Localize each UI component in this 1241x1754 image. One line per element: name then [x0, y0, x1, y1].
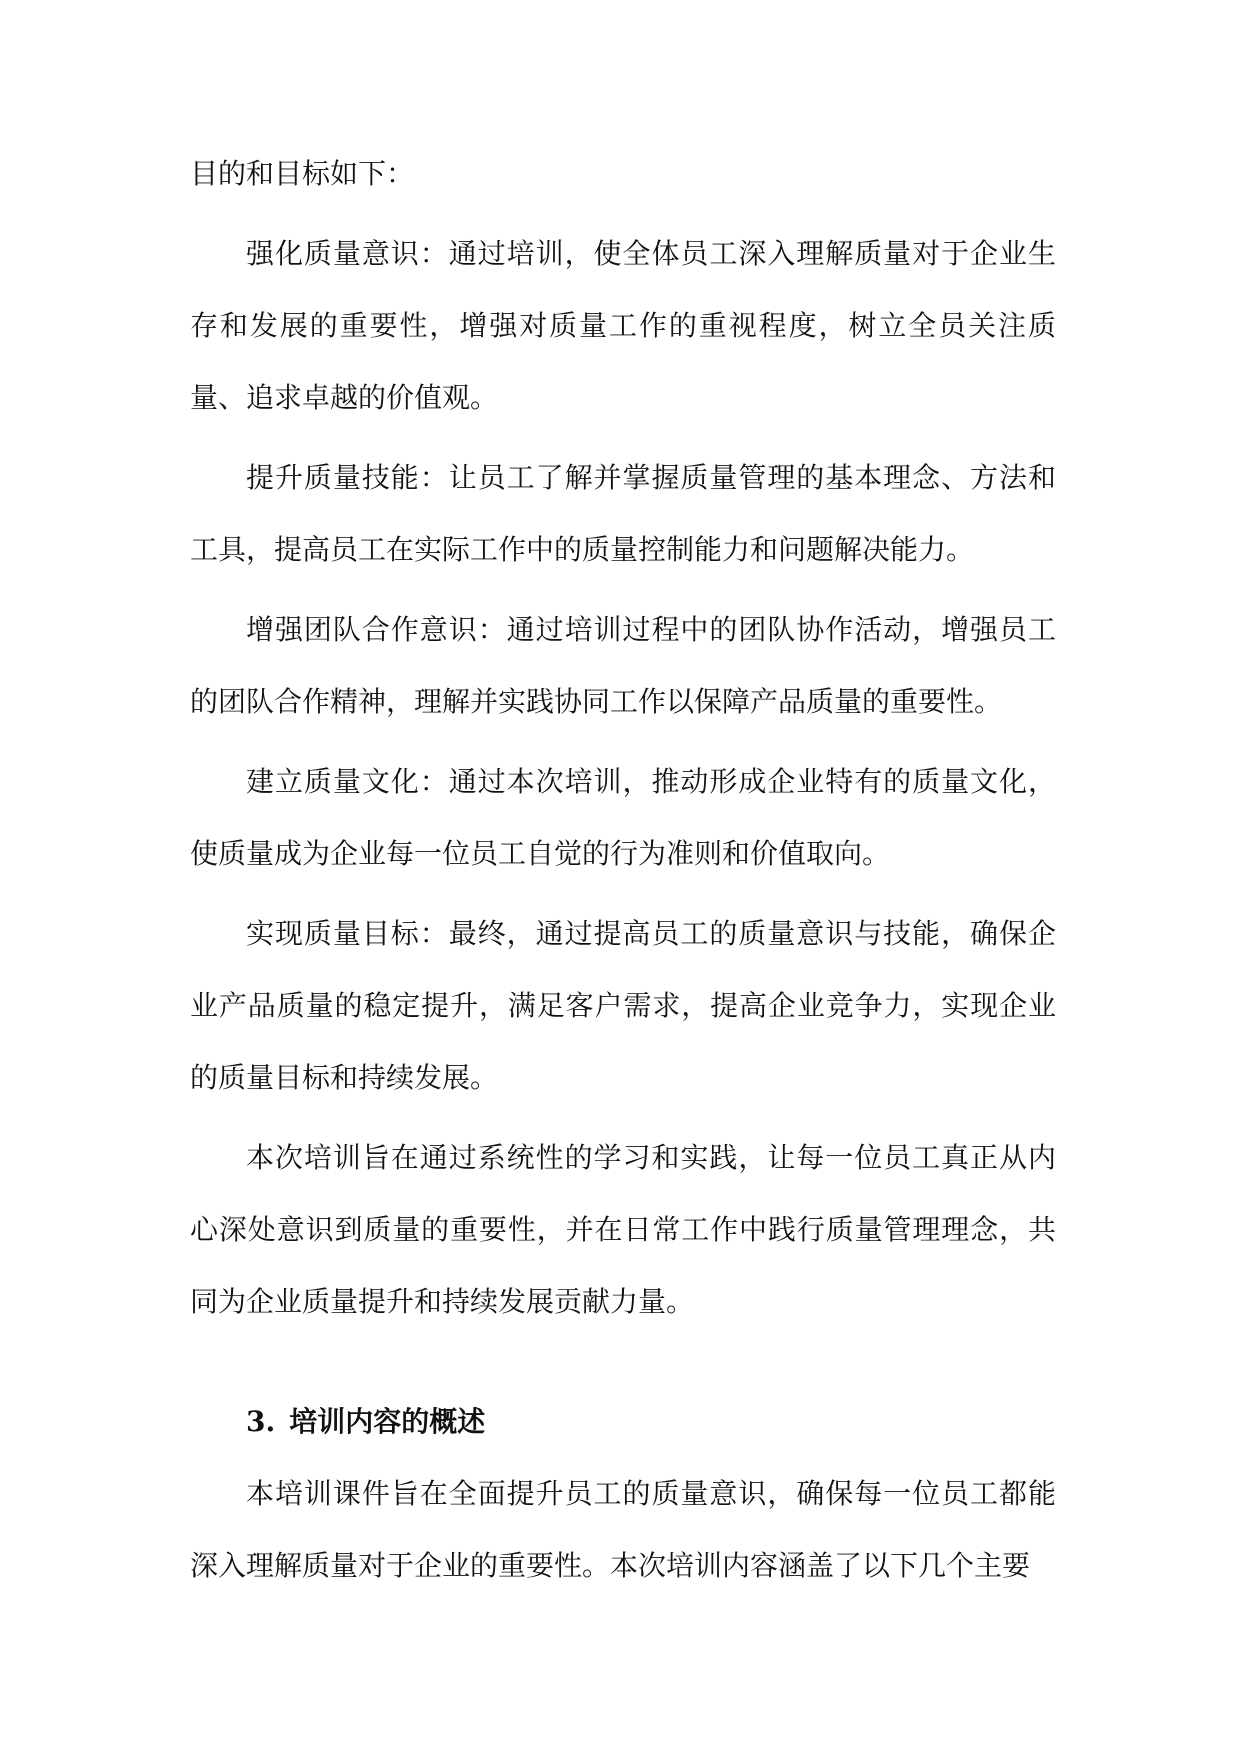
- paragraph-training-purpose: 本次培训旨在通过系统性的学习和实践，让每一位员工真正从内心深处意识到质量的重要性，并在日常工作中践行质量管理理念，共同为企业质量提升和持续发展贡献力量。: [190, 1141, 1056, 1318]
- section-heading: [190, 1386, 1056, 1458]
- paragraph-teamwork: 增强团队合作意识：通过培训过程中的团队协作活动，增强员工的团队合作精神，理解并实践协同工作以保障产品质量的重要性。: [190, 613, 1056, 718]
- document-body: [190, 138, 1056, 1610]
- section-title: 培训内容的概述: [289, 1405, 486, 1438]
- paragraph-content-overview: 本培训课件旨在全面提升员工的质量意识，确保每一位员工都能深入理解质量对于企业的重要性。本次培训内容涵盖了以下几个主要: [190, 1477, 1056, 1582]
- paragraph-intro: 目的和目标如下：: [190, 157, 415, 190]
- paragraph-quality-awareness: 强化质量意识：通过培训，使全体员工深入理解质量对于企业生存和发展的重要性，增强对质量工作的重视程度，树立全员关注质量、追求卓越的价值观。: [190, 237, 1056, 414]
- paragraph-quality-goals: 实现质量目标：最终，通过提高员工的质量意识与技能，确保企业产品质量的稳定提升，满足客户需求，提高企业竞争力，实现企业的质量目标和持续发展。: [190, 917, 1056, 1094]
- paragraph-quality-skills: 提升质量技能：让员工了解并掌握质量管理的基本理念、方法和工具，提高员工在实际工作中的质量控制能力和问题解决能力。: [190, 461, 1056, 566]
- section-number: 3.: [246, 1405, 276, 1438]
- paragraph-quality-culture: 建立质量文化：通过本次培训，推动形成企业特有的质量文化，使质量成为企业每一位员工自觉的行为准则和价值取向。: [190, 765, 1056, 870]
